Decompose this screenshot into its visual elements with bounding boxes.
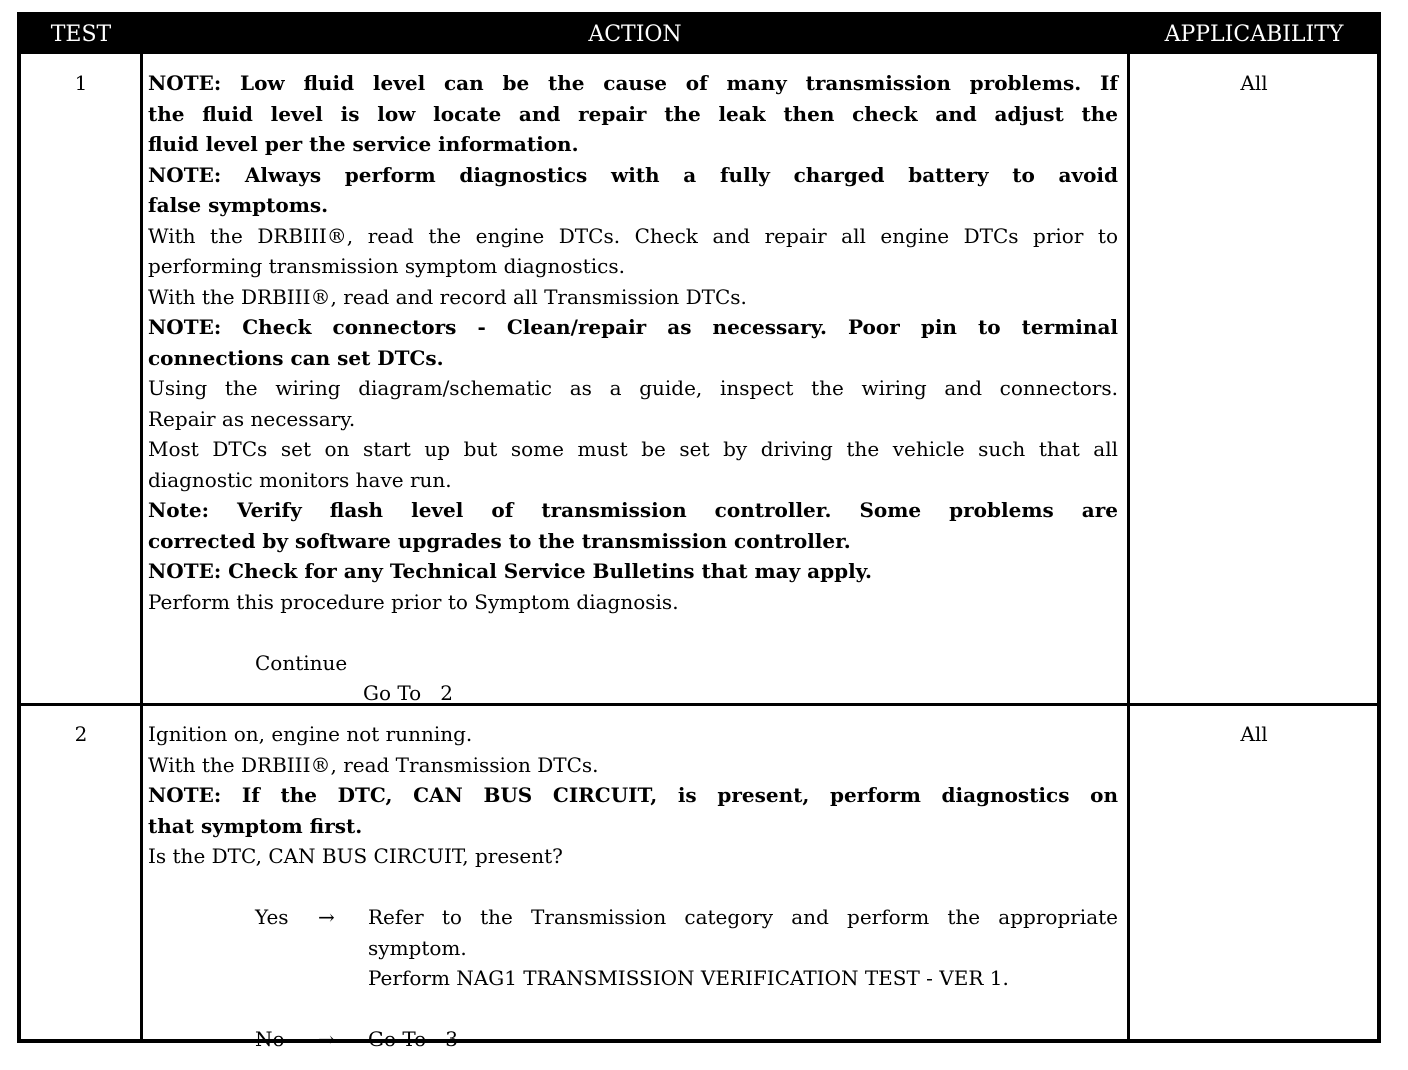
yes-branch (148, 902, 1118, 933)
instruction-line: Ignition on, engine not running. (148, 722, 473, 746)
note-line: connections can set DTCs. (148, 345, 444, 370)
test-number: 1 (74, 71, 88, 95)
table-header (21, 16, 1377, 54)
instruction-line: Repair as necessary. (148, 406, 356, 431)
header-test: TEST (50, 22, 112, 47)
instruction-line: diagnostic monitors have run. (148, 467, 452, 492)
applicability: All (1240, 71, 1268, 95)
no-branch (148, 1024, 1118, 1055)
header-action: ACTION (588, 22, 682, 47)
column-divider (1127, 54, 1130, 1039)
spacer (148, 617, 1118, 648)
instruction-line: Most DTCs set on start up but some must be set by driving the vehicle such that all (148, 437, 1118, 461)
note-line: fluid level per the service information. (148, 132, 579, 156)
instruction-line: Using the wiring diagram/schematic as a guide, inspect the wiring and connectors. (148, 376, 1118, 400)
spacer (148, 872, 1118, 903)
yes-label (255, 933, 318, 964)
note-line: Note: Verify flash level of transmission controller. Some problems are (148, 498, 1118, 522)
goto-link[interactable]: Go To 2 (363, 681, 453, 705)
arrow-right-icon: → (318, 1027, 335, 1051)
yes-label: Yes (255, 905, 289, 929)
note-line: NOTE: Check connectors - Clean/repair as necessary. Poor pin to terminal (148, 315, 1118, 339)
header-applicability: APPLICABILITY (1164, 22, 1344, 47)
diagnostic-table (17, 12, 1381, 1051)
note-line: false symptoms. (148, 193, 329, 217)
applicability: All (1240, 722, 1268, 746)
yes-result: Refer to the Transmission category and perform the appropriate (368, 905, 1118, 929)
action-text (148, 719, 1118, 1055)
note-line: that symptom first. (148, 813, 363, 838)
no-result-goto[interactable]: Go To 3 (368, 1027, 458, 1051)
action-text (148, 68, 1118, 709)
instruction-line: With the DRBIII®, read Transmission DTCs. (148, 752, 599, 777)
yes-result: symptom. (368, 935, 467, 960)
note-line: NOTE: Always perform diagnostics with a fully charged battery to avoid (148, 162, 1118, 187)
instruction-line: Perform this procedure prior to Symptom diagnosis. (148, 589, 679, 614)
arrow-right-icon: → (318, 905, 335, 929)
note-line: the fluid level is low locate and repair the leak then check and adjust the (148, 101, 1118, 126)
instruction-line: Is the DTC, CAN BUS CIRCUIT, present? (148, 844, 563, 868)
yes-branch (148, 963, 1118, 994)
test-number: 2 (74, 722, 88, 746)
spacer (148, 994, 1118, 1025)
note-line: NOTE: Check for any Technical Service Bulletins that may apply. (148, 559, 872, 583)
note-line: NOTE: If the DTC, CAN BUS CIRCUIT, is present, perform diagnostics on (148, 783, 1118, 807)
note-line: NOTE: Low fluid level can be the cause of many transmission problems. If (148, 71, 1118, 95)
instruction-line: With the DRBIII®, read and record all Transmission DTCs. (148, 284, 747, 309)
arrow-right-icon (318, 963, 368, 994)
arrow-right-icon (318, 933, 368, 964)
column-divider (140, 54, 143, 1039)
yes-label (255, 963, 318, 994)
instruction-line: With the DRBIII®, read the engine DTCs. Check and repair all engine DTCs prior to (148, 223, 1118, 248)
no-label: No (255, 1027, 285, 1051)
continue-label: Continue (255, 650, 348, 675)
yes-branch (148, 933, 1118, 964)
instruction-line: performing transmission symptom diagnostics. (148, 254, 625, 278)
yes-result: Perform NAG1 TRANSMISSION VERIFICATION TEST - VER 1. (368, 966, 1009, 990)
note-line: corrected by software upgrades to the transmission controller. (148, 528, 851, 553)
